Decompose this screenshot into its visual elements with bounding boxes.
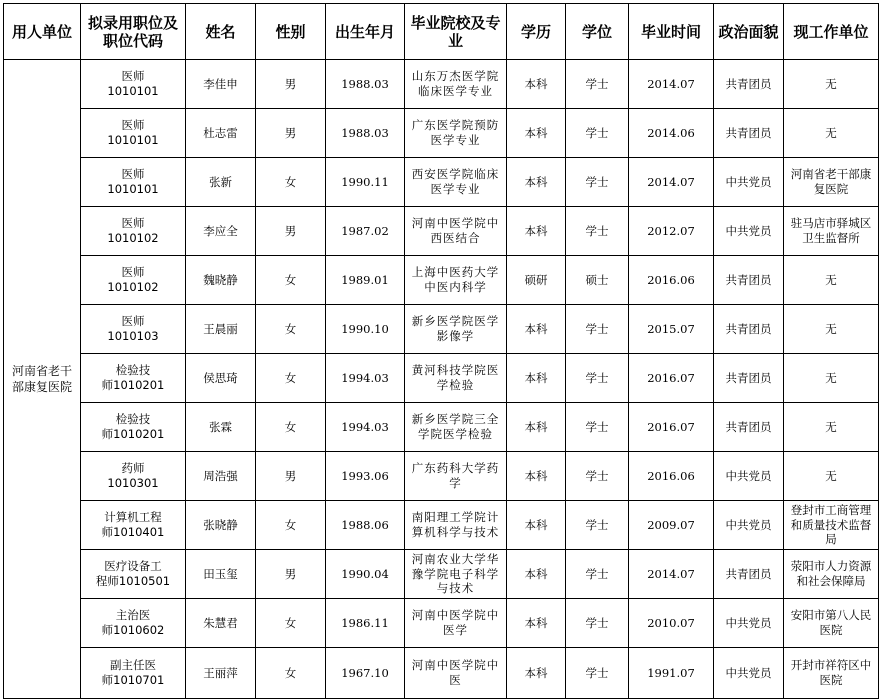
cell-birth: 1990.10 xyxy=(326,305,405,354)
cell-school: 河南中医学院中西医结合 xyxy=(405,207,507,256)
cell-birth: 1994.03 xyxy=(326,403,405,452)
cell-grad-date: 2016.07 xyxy=(629,403,714,452)
header-birth: 出生年月 xyxy=(326,4,405,60)
cell-gender: 男 xyxy=(256,109,326,158)
cell-name: 张新 xyxy=(186,158,256,207)
cell-birth: 1988.06 xyxy=(326,501,405,550)
cell-degree: 学士 xyxy=(566,109,629,158)
table-row xyxy=(4,60,879,109)
cell-name: 周浩强 xyxy=(186,452,256,501)
table-row xyxy=(4,207,879,256)
cell-employer: 河南省老干部康复医院 xyxy=(4,60,81,699)
header-political: 政治面貌 xyxy=(714,4,784,60)
cell-grad-date: 2016.07 xyxy=(629,354,714,403)
cell-school: 河南农业大学华豫学院电子科学与技术 xyxy=(405,550,507,599)
cell-gender: 男 xyxy=(256,452,326,501)
table-row xyxy=(4,354,879,403)
cell-degree: 学士 xyxy=(566,599,629,648)
cell-birth: 1988.03 xyxy=(326,109,405,158)
cell-birth: 1986.11 xyxy=(326,599,405,648)
cell-grad-date: 2014.06 xyxy=(629,109,714,158)
cell-school: 广东药科大学药学 xyxy=(405,452,507,501)
cell-education: 本科 xyxy=(507,60,566,109)
cell-gender: 女 xyxy=(256,158,326,207)
cell-birth: 1990.11 xyxy=(326,158,405,207)
cell-education: 本科 xyxy=(507,305,566,354)
cell-degree: 学士 xyxy=(566,452,629,501)
cell-education: 本科 xyxy=(507,599,566,648)
cell-grad-date: 2015.07 xyxy=(629,305,714,354)
cell-political: 共青团员 xyxy=(714,305,784,354)
cell-political: 中共党员 xyxy=(714,452,784,501)
cell-gender: 女 xyxy=(256,354,326,403)
cell-name: 李佳申 xyxy=(186,60,256,109)
cell-grad-date: 2014.07 xyxy=(629,550,714,599)
cell-name: 张霖 xyxy=(186,403,256,452)
cell-degree: 学士 xyxy=(566,501,629,550)
cell-work-unit: 河南省老干部康复医院 xyxy=(784,158,879,207)
cell-school: 上海中医药大学中医内科学 xyxy=(405,256,507,305)
cell-work-unit: 荥阳市人力资源和社会保障局 xyxy=(784,550,879,599)
cell-degree: 学士 xyxy=(566,354,629,403)
table-row xyxy=(4,501,879,550)
cell-grad-date: 1991.07 xyxy=(629,648,714,699)
cell-position: 医师 1010101 xyxy=(81,109,186,158)
cell-school: 河南中医学院中医 xyxy=(405,648,507,699)
cell-name: 王丽萍 xyxy=(186,648,256,699)
cell-education: 本科 xyxy=(507,354,566,403)
cell-political: 共青团员 xyxy=(714,60,784,109)
cell-position: 医师 1010101 xyxy=(81,158,186,207)
header-employer: 用人单位 xyxy=(4,4,81,60)
cell-political: 中共党员 xyxy=(714,501,784,550)
cell-education: 硕研 xyxy=(507,256,566,305)
header-school: 毕业院校及专业 xyxy=(405,4,507,60)
cell-school: 广东医学院预防医学专业 xyxy=(405,109,507,158)
cell-political: 中共党员 xyxy=(714,648,784,699)
cell-work-unit: 驻马店市驿城区卫生监督所 xyxy=(784,207,879,256)
table-row xyxy=(4,550,879,599)
cell-gender: 女 xyxy=(256,403,326,452)
table-row xyxy=(4,648,879,699)
table-row xyxy=(4,599,879,648)
cell-gender: 女 xyxy=(256,256,326,305)
cell-work-unit: 登封市工商管理和质量技术监督局 xyxy=(784,501,879,550)
cell-degree: 学士 xyxy=(566,403,629,452)
cell-school: 新乡医学院医学影像学 xyxy=(405,305,507,354)
cell-education: 本科 xyxy=(507,452,566,501)
cell-grad-date: 2016.06 xyxy=(629,256,714,305)
cell-degree: 学士 xyxy=(566,158,629,207)
cell-work-unit: 无 xyxy=(784,109,879,158)
cell-birth: 1989.01 xyxy=(326,256,405,305)
cell-grad-date: 2009.07 xyxy=(629,501,714,550)
header-education: 学历 xyxy=(507,4,566,60)
cell-political: 共青团员 xyxy=(714,403,784,452)
cell-grad-date: 2014.07 xyxy=(629,60,714,109)
table-body xyxy=(4,60,879,699)
cell-degree: 硕士 xyxy=(566,256,629,305)
cell-education: 本科 xyxy=(507,207,566,256)
cell-grad-date: 2012.07 xyxy=(629,207,714,256)
cell-position: 医师 1010102 xyxy=(81,207,186,256)
table-row xyxy=(4,403,879,452)
cell-political: 中共党员 xyxy=(714,158,784,207)
cell-position: 医师 1010103 xyxy=(81,305,186,354)
cell-education: 本科 xyxy=(507,550,566,599)
cell-name: 魏晓静 xyxy=(186,256,256,305)
cell-school: 河南中医学院中医学 xyxy=(405,599,507,648)
cell-political: 共青团员 xyxy=(714,109,784,158)
cell-work-unit: 无 xyxy=(784,354,879,403)
cell-position: 医疗设备工 程师1010501 xyxy=(81,550,186,599)
header-grad-date: 毕业时间 xyxy=(629,4,714,60)
cell-school: 南阳理工学院计算机科学与技术 xyxy=(405,501,507,550)
cell-grad-date: 2014.07 xyxy=(629,158,714,207)
cell-work-unit: 无 xyxy=(784,403,879,452)
cell-gender: 男 xyxy=(256,207,326,256)
cell-birth: 1988.03 xyxy=(326,60,405,109)
cell-name: 李应全 xyxy=(186,207,256,256)
cell-position: 检验技 师1010201 xyxy=(81,354,186,403)
cell-political: 共青团员 xyxy=(714,550,784,599)
cell-education: 本科 xyxy=(507,403,566,452)
cell-work-unit: 无 xyxy=(784,256,879,305)
cell-grad-date: 2016.06 xyxy=(629,452,714,501)
cell-position: 主治医 师1010602 xyxy=(81,599,186,648)
table-row xyxy=(4,256,879,305)
cell-name: 侯思琦 xyxy=(186,354,256,403)
cell-name: 田玉玺 xyxy=(186,550,256,599)
cell-school: 黄河科技学院医学检验 xyxy=(405,354,507,403)
cell-political: 中共党员 xyxy=(714,207,784,256)
cell-political: 中共党员 xyxy=(714,599,784,648)
table-row xyxy=(4,305,879,354)
header-degree: 学位 xyxy=(566,4,629,60)
header-gender: 性别 xyxy=(256,4,326,60)
table-row xyxy=(4,452,879,501)
cell-position: 药师 1010301 xyxy=(81,452,186,501)
cell-education: 本科 xyxy=(507,648,566,699)
cell-position: 副主任医 师1010701 xyxy=(81,648,186,699)
cell-school: 新乡医学院三全学院医学检验 xyxy=(405,403,507,452)
cell-birth: 1987.02 xyxy=(326,207,405,256)
cell-position: 医师 1010102 xyxy=(81,256,186,305)
table-row xyxy=(4,109,879,158)
cell-degree: 学士 xyxy=(566,648,629,699)
cell-position: 医师 1010101 xyxy=(81,60,186,109)
cell-birth: 1994.03 xyxy=(326,354,405,403)
recruitment-table xyxy=(3,3,879,699)
cell-political: 共青团员 xyxy=(714,256,784,305)
cell-name: 王晨丽 xyxy=(186,305,256,354)
cell-gender: 女 xyxy=(256,648,326,699)
cell-degree: 学士 xyxy=(566,550,629,599)
cell-name: 朱慧君 xyxy=(186,599,256,648)
cell-position: 计算机工程 师1010401 xyxy=(81,501,186,550)
cell-political: 共青团员 xyxy=(714,354,784,403)
cell-gender: 女 xyxy=(256,305,326,354)
cell-position: 检验技 师1010201 xyxy=(81,403,186,452)
cell-education: 本科 xyxy=(507,158,566,207)
cell-work-unit: 无 xyxy=(784,452,879,501)
header-position: 拟录用职位及职位代码 xyxy=(81,4,186,60)
cell-birth: 1967.10 xyxy=(326,648,405,699)
cell-name: 杜志雷 xyxy=(186,109,256,158)
cell-grad-date: 2010.07 xyxy=(629,599,714,648)
cell-school: 西安医学院临床医学专业 xyxy=(405,158,507,207)
cell-gender: 男 xyxy=(256,550,326,599)
header-row xyxy=(4,4,879,60)
cell-work-unit: 无 xyxy=(784,305,879,354)
header-work-unit: 现工作单位 xyxy=(784,4,879,60)
cell-degree: 学士 xyxy=(566,305,629,354)
cell-school: 山东万杰医学院临床医学专业 xyxy=(405,60,507,109)
cell-birth: 1993.06 xyxy=(326,452,405,501)
cell-work-unit: 无 xyxy=(784,60,879,109)
cell-birth: 1990.04 xyxy=(326,550,405,599)
table-row xyxy=(4,158,879,207)
cell-name: 张晓静 xyxy=(186,501,256,550)
cell-work-unit: 安阳市第八人民医院 xyxy=(784,599,879,648)
cell-gender: 女 xyxy=(256,599,326,648)
cell-education: 本科 xyxy=(507,501,566,550)
header-name: 姓名 xyxy=(186,4,256,60)
cell-degree: 学士 xyxy=(566,60,629,109)
cell-gender: 男 xyxy=(256,60,326,109)
cell-work-unit: 开封市祥符区中医院 xyxy=(784,648,879,699)
cell-degree: 学士 xyxy=(566,207,629,256)
cell-education: 本科 xyxy=(507,109,566,158)
cell-gender: 女 xyxy=(256,501,326,550)
